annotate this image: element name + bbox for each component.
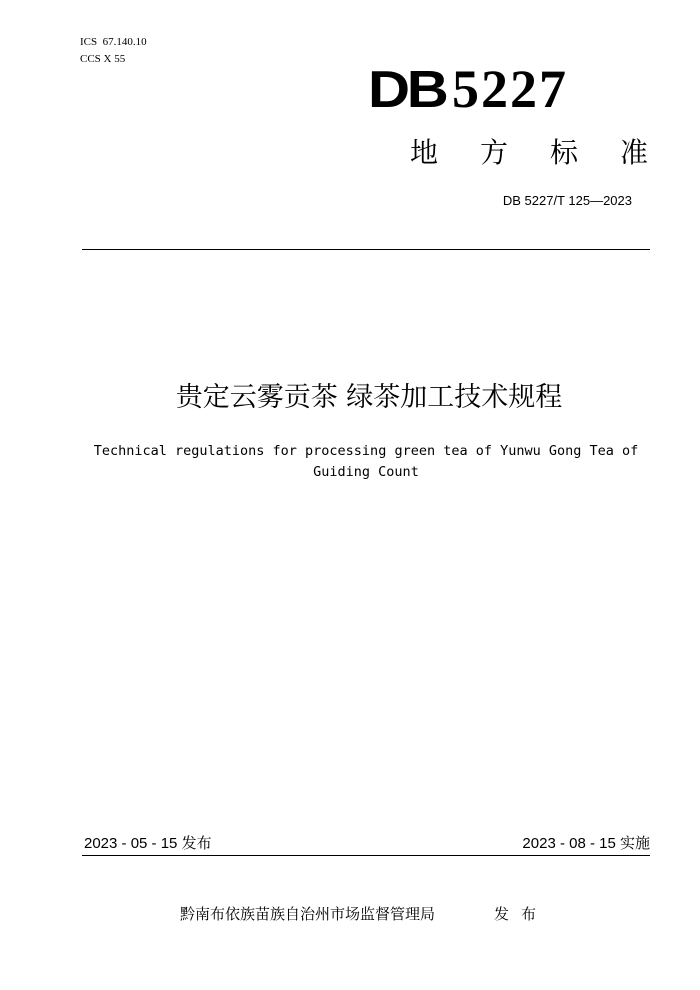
english-title-line-2: Guiding Count: [313, 464, 419, 480]
top-divider: [82, 249, 650, 250]
issue-verb: 发布: [494, 905, 549, 923]
ccs-code: CCS X 55: [80, 53, 126, 65]
document-title-chinese: 贵定云雾贡茶 绿茶加工技术规程: [175, 382, 563, 413]
db-logo-number: 5227: [452, 59, 568, 119]
db-logo-prefix: DB: [368, 61, 446, 119]
release-date: 2023 - 05 - 15 发布: [84, 835, 212, 852]
standard-type-label: 地方标准: [409, 136, 690, 169]
english-title-line-1: Technical regulations for processing green tea of Yunwu Gong Tea of: [93, 443, 639, 459]
issuing-authority: 黔南布依族苗族自治州市场监督管理局: [180, 905, 436, 923]
implementation-date: 2023 - 08 - 15 实施: [522, 835, 650, 852]
document-title-english: [82, 441, 650, 483]
ics-code: ICS 67.140.10: [80, 36, 147, 48]
bottom-divider: [82, 855, 650, 856]
standard-code: DB 5227/T 125—2023: [502, 193, 632, 208]
classification-block: [80, 34, 147, 68]
